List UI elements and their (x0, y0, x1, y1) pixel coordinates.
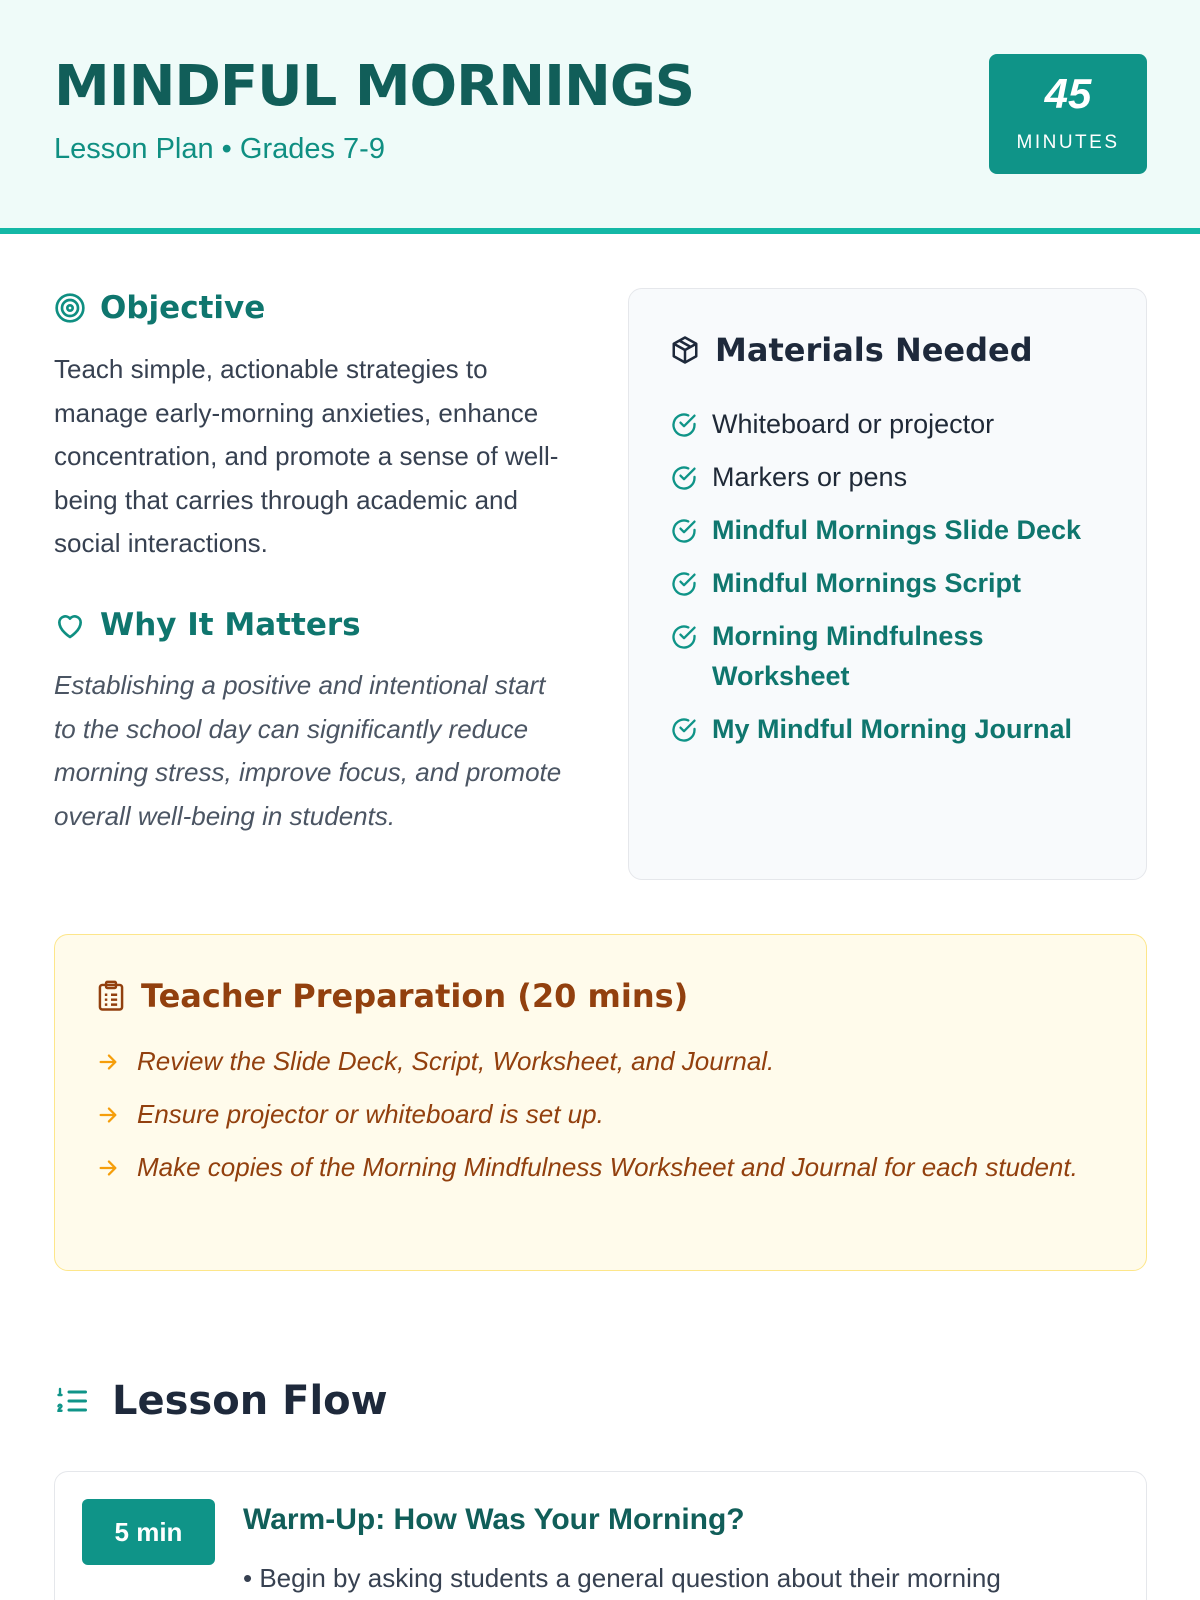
material-item-link[interactable] (670, 709, 1072, 749)
slide-deck-link[interactable]: Mindful Mornings Slide Deck (712, 515, 1082, 545)
check-circle-icon (670, 464, 698, 492)
step-bullet: • Begin by asking students a general question about their morning (243, 1563, 1001, 1593)
check-circle-icon (670, 517, 698, 545)
material-item (670, 457, 907, 497)
clipboard-icon (97, 980, 125, 1012)
lesson-step-card (54, 1471, 1147, 1600)
objective-heading (54, 290, 265, 326)
prep-item-text: Ensure projector or whiteboard is set up. (137, 1099, 604, 1129)
worksheet-link[interactable]: Morning Mindfulness Worksheet (712, 621, 984, 691)
script-link[interactable]: Mindful Mornings Script (712, 568, 1021, 598)
duration-unit: MINUTES (1016, 132, 1120, 153)
heart-icon (54, 609, 86, 641)
page-subtitle: Lesson Plan • Grades 7-9 (54, 133, 385, 165)
check-circle-icon (670, 716, 698, 744)
prep-item (97, 1041, 1087, 1081)
why-text: Establishing a positive and intentional start to the school day can significantly reduce morning stress, improve focus, and promote overall well-being in students. (54, 670, 562, 831)
material-item-link[interactable] (670, 510, 1081, 550)
lesson-flow-heading-label: Lesson Flow (112, 1378, 388, 1424)
why-heading (54, 607, 361, 643)
prep-item-text: Make copies of the Morning Mindfulness Worksheet and Journal for each student. (137, 1152, 1078, 1182)
duration-value: 45 (1044, 70, 1092, 117)
materials-card (628, 288, 1147, 880)
objective-text: Teach simple, actionable strategies to manage early-morning anxieties, enhance concentration, and promote a sense of well-being that carries through academic and social interactions. (54, 354, 559, 558)
check-circle-icon (670, 623, 698, 651)
target-icon (54, 292, 86, 324)
step-title: Warm-Up: How Was Your Morning? (243, 1503, 745, 1536)
arrow-right-icon (97, 1051, 119, 1073)
journal-link[interactable]: My Mindful Morning Journal (712, 714, 1072, 744)
page-title: MINDFUL MORNINGS (54, 54, 695, 119)
check-circle-icon (670, 411, 698, 439)
material-label: Markers or pens (712, 462, 908, 492)
prep-item-text: Review the Slide Deck, Script, Worksheet, and Journal. (137, 1046, 775, 1076)
prep-heading (97, 977, 688, 1015)
material-item-link[interactable] (670, 563, 1021, 603)
step-duration-badge: 5 min (82, 1499, 215, 1565)
materials-heading (670, 331, 1033, 369)
package-icon (670, 335, 700, 365)
check-circle-icon (670, 570, 698, 598)
arrow-right-icon (97, 1157, 119, 1179)
material-label: Whiteboard or projector (712, 409, 995, 439)
prep-item (97, 1094, 1087, 1134)
lesson-flow-heading (54, 1378, 388, 1424)
arrow-right-icon (97, 1104, 119, 1126)
why-heading-label: Why It Matters (100, 607, 361, 643)
objective-heading-label: Objective (100, 290, 266, 326)
material-item-link[interactable] (670, 616, 1012, 696)
numbered-list-icon (54, 1383, 90, 1419)
lesson-header (0, 0, 1200, 234)
duration-badge (989, 54, 1147, 174)
teacher-prep-card (54, 934, 1147, 1271)
prep-heading-label: Teacher Preparation (20 mins) (141, 977, 689, 1015)
prep-item (97, 1147, 1087, 1187)
material-item (670, 404, 994, 444)
materials-heading-label: Materials Needed (715, 331, 1033, 369)
